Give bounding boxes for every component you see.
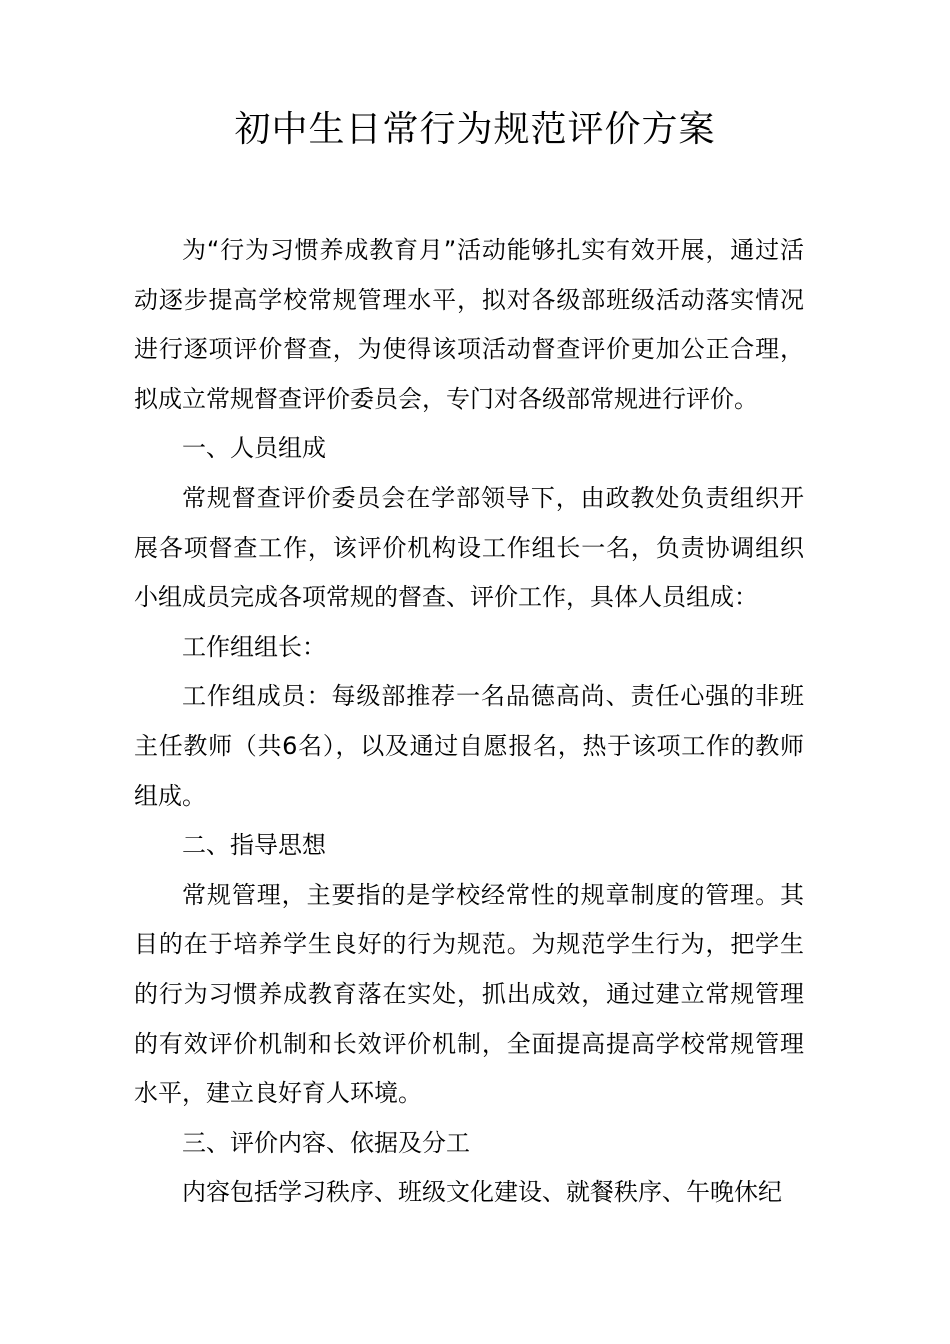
document-title: 初中生日常行为规范评价方案 xyxy=(234,109,716,150)
section-heading-evaluation: 三、评价内容、依据及分工 xyxy=(182,1128,470,1157)
evaluation-content-paragraph: 内容包括学习秩序、班级文化建设、就餐秩序、午晚休纪 xyxy=(182,1178,782,1207)
section-heading-guiding-idea: 二、指导思想 xyxy=(182,831,326,860)
team-leader-line: 工作组组长： xyxy=(182,632,326,661)
personnel-paragraph: 常规督查评价委员会在学部领导下，由政教处负责组织开展各项督查工作，该评价机构设工作组长一名，负责协调组织小组成员完成各项常规的督查、评价工作，具体人员组成： xyxy=(134,483,804,612)
team-members-paragraph: 工作组成员：每级部推荐一名品德高尚、责任心强的非班主任教师（共6名），以及通过自愿报名，热于该项工作的教师组成。 xyxy=(134,682,804,810)
document-body xyxy=(134,226,804,1218)
section-heading-personnel: 一、人员组成 xyxy=(182,434,326,463)
intro-paragraph: 为“行为习惯养成教育月”活动能够扎实有效开展，通过活动逐步提高学校常规管理水平，拟对各级部班级活动落实情况进行逐项评价督查，为使得该项活动督查评价更加公正合理，拟成立常规督查评价委员会，专门对各级部常规进行评价。 xyxy=(134,236,804,413)
guiding-idea-paragraph: 常规管理，主要指的是学校经常性的规章制度的管理。其目的在于培养学生良好的行为规范。为规范学生行为，把学生的行为习惯养成教育落在实处，抓出成效，通过建立常规管理的有效评价机制和长效评价机制，全面提高提高学校常规管理水平，建立良好育人环境。 xyxy=(134,880,804,1108)
